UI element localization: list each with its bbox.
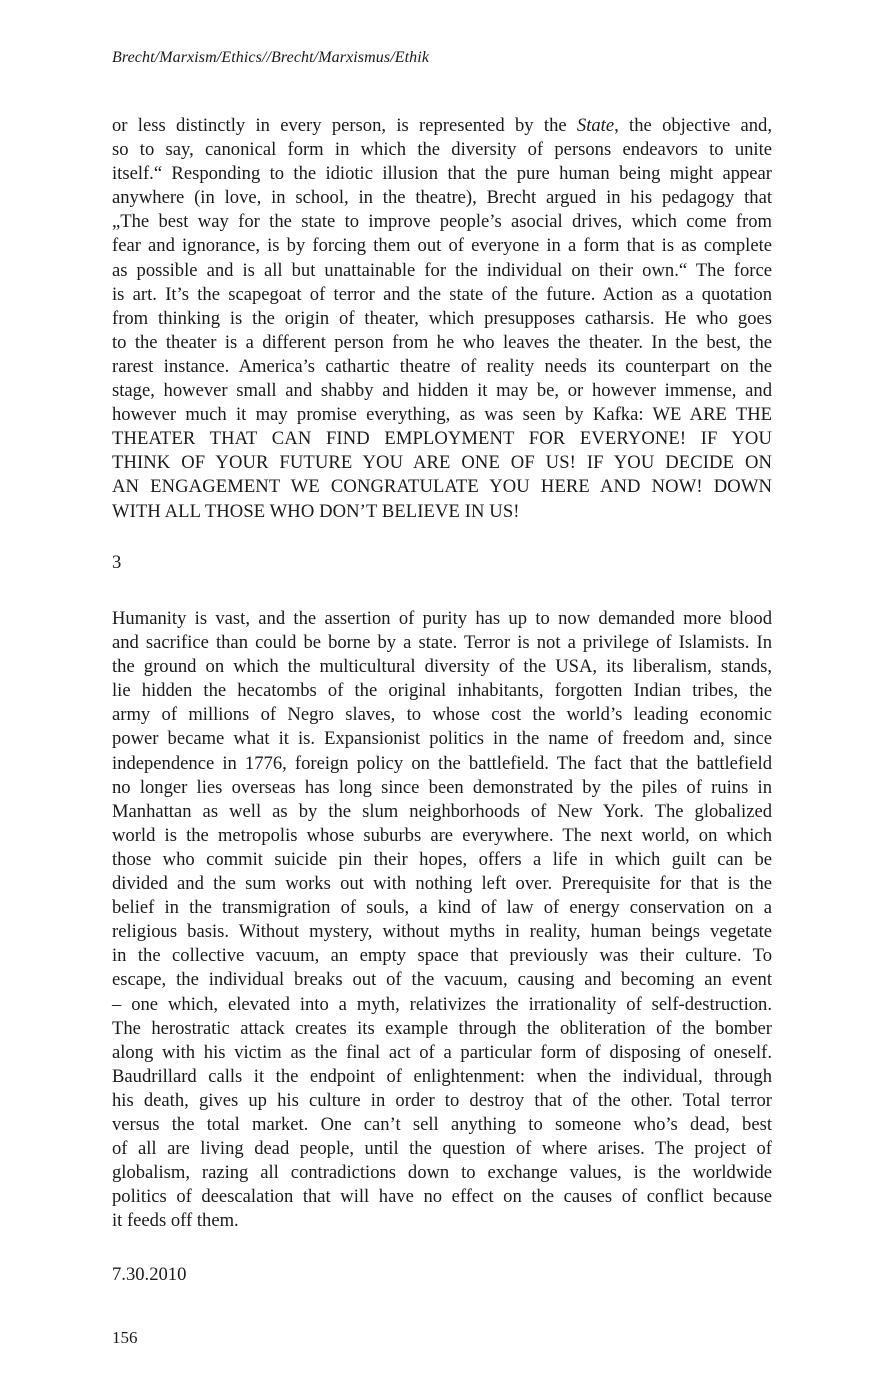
paragraph-line: lie hidden the hecatombs of the original inhabitants, forgotten Indian tribes, the bbox=[112, 680, 772, 702]
section-number: 3 bbox=[112, 552, 122, 573]
paragraph-line: versus the total market. One can’t sell anything to someone who’s dead, best bbox=[112, 1113, 772, 1135]
paragraph-line: no longer lies overseas has long since been demonstrated by the piles of ruins in bbox=[112, 776, 772, 798]
paragraph-line: so to say, canonical form in which the diversity of persons endeavors to unite bbox=[112, 139, 772, 161]
paragraph-line: stage, however small and shabby and hidden it may be, or however immense, and bbox=[112, 380, 772, 402]
emphasis-state: State bbox=[576, 115, 615, 136]
paragraph-line: itself.“ Responding to the idiotic illusion that the pure human being might appear bbox=[112, 163, 772, 185]
paragraph-line: globalism, razing all contradictions down to exchange values, is the worldwide bbox=[112, 1162, 772, 1184]
paragraph-line: – one which, elevated into a myth, relativizes the irrationality of self-destruction. bbox=[112, 993, 772, 1015]
running-header: Brecht/Marxism/Ethics//Brecht/Marxismus/Ethik bbox=[112, 49, 430, 66]
paragraph-line bbox=[112, 114, 772, 138]
paragraph-line: of all are living dead people, until the question of where arises. The project of bbox=[112, 1138, 772, 1160]
paragraph-line: divided and the sum works out with nothing left over. Prerequisite for that is the bbox=[112, 873, 772, 895]
paragraph-line: „The best way for the state to improve people’s asocial drives, which come from bbox=[112, 211, 772, 233]
paragraph-line: Humanity is vast, and the assertion of purity has up to now demanded more blood bbox=[112, 608, 772, 629]
paragraph-line: independence in 1776, foreign policy on the battlefield. The fact that the battlefield bbox=[112, 752, 772, 774]
paragraph-line: WITH ALL THOSE WHO DON’T BELIEVE IN US! bbox=[112, 500, 520, 522]
date-line: 7.30.2010 bbox=[112, 1264, 187, 1285]
paragraph-line: escape, the individual breaks out of the vacuum, causing and becoming an event bbox=[112, 969, 772, 991]
paragraph-line: AN ENGAGEMENT WE CONGRATULATE YOU HERE AND NOW! DOWN bbox=[112, 476, 772, 498]
paragraph-line: his death, gives up his culture in order to destroy that of the other. Total terror bbox=[112, 1089, 772, 1111]
paragraph-line: THINK OF YOUR FUTURE YOU ARE ONE OF US! IF YOU DECIDE ON bbox=[112, 452, 772, 474]
paragraph-line: the ground on which the multicultural diversity of the USA, its liberalism, stands, bbox=[112, 656, 772, 678]
paragraph-line: belief in the transmigration of souls, a kind of law of energy conservation on a bbox=[112, 897, 772, 919]
paragraph-line: army of millions of Negro slaves, to whose cost the world’s leading economic bbox=[112, 704, 772, 726]
paragraph-section-3 bbox=[112, 607, 772, 1233]
paragraph-line: THEATER THAT CAN FIND EMPLOYMENT FOR EVERYONE! IF YOU bbox=[112, 428, 772, 450]
paragraph-line: world is the metropolis whose suburbs are everywhere. The next world, on which bbox=[112, 824, 772, 846]
paragraph-line: in the collective vacuum, an empty space that previously was their culture. To bbox=[112, 945, 772, 967]
paragraph-line: however much it may promise everything, as was seen by Kafka: WE ARE THE bbox=[112, 404, 772, 426]
page-number: 156 bbox=[112, 1328, 138, 1347]
text-run: , the objective and, bbox=[614, 115, 773, 136]
paragraph-line: those who commit suicide pin their hopes, offers a life in which guilt can be bbox=[112, 848, 772, 870]
paragraph-line: rarest instance. America’s cathartic theatre of reality needs its counterpart on the bbox=[112, 355, 772, 377]
paragraph-line: to the theater is a different person from he who leaves the theater. In the best, the bbox=[112, 331, 772, 353]
paragraph-line: and sacrifice than could be borne by a state. Terror is not a privilege of Islamists. In bbox=[112, 632, 772, 654]
paragraph-line: power became what it is. Expansionist politics in the name of freedom and, since bbox=[112, 728, 772, 750]
paragraph-line: anywhere (in love, in school, in the theatre), Brecht argued in his pedagogy that bbox=[112, 187, 772, 209]
paragraph-line: Manhattan as well as by the slum neighborhoods of New York. The globalized bbox=[112, 800, 772, 822]
text-run: or less distinctly in every person, is represented by the bbox=[112, 115, 577, 136]
paragraph-line: along with his victim as the final act of a particular form of disposing of oneself. bbox=[112, 1041, 772, 1063]
paragraph-line: fear and ignorance, is by forcing them out of everyone in a form that is as complete bbox=[112, 235, 772, 257]
paragraph-line: is art. It’s the scapegoat of terror and the state of the future. Action as a quotation bbox=[112, 283, 772, 305]
paragraph-line: religious basis. Without mystery, without myths in reality, human beings vegetate bbox=[112, 921, 772, 943]
paragraph-continued bbox=[112, 114, 772, 524]
paragraph-line: The herostratic attack creates its example through the obliteration of the bomber bbox=[112, 1017, 772, 1039]
paragraph-line: politics of deescalation that will have no effect on the causes of conflict because bbox=[112, 1186, 772, 1208]
paragraph-line: it feeds off them. bbox=[112, 1210, 239, 1232]
paragraph-line: as possible and is all but unattainable for the individual on their own.“ The force bbox=[112, 259, 772, 281]
paragraph-line: Baudrillard calls it the endpoint of enlightenment: when the individual, through bbox=[112, 1065, 772, 1087]
paragraph-line: from thinking is the origin of theater, which presupposes catharsis. He who goes bbox=[112, 307, 772, 329]
